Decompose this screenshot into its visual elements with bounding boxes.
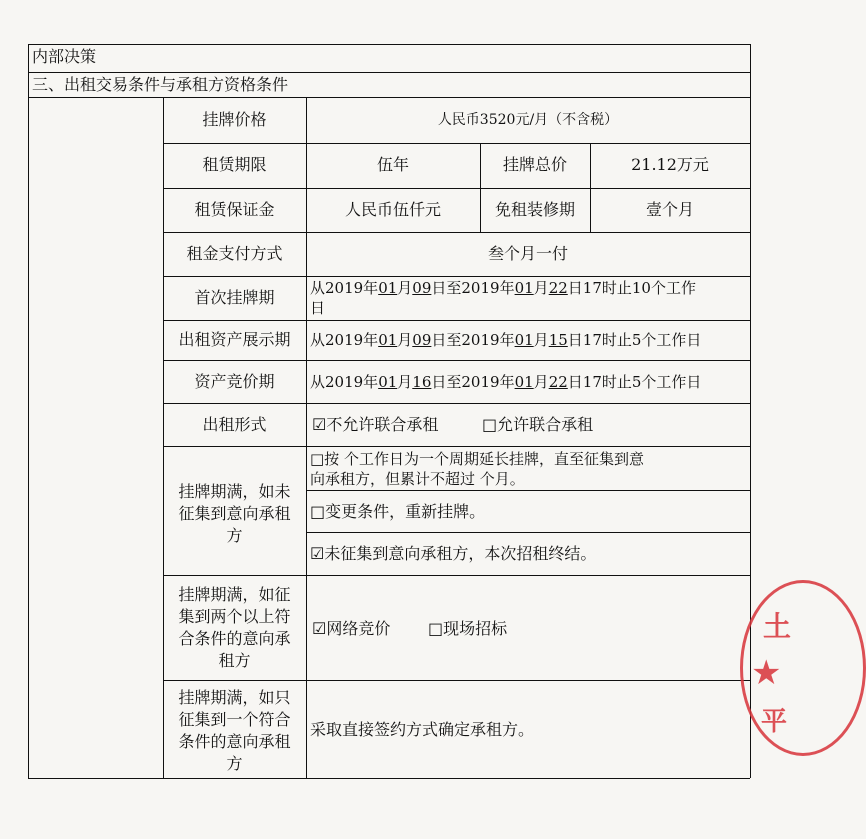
checkbox-no-joint-lease[interactable]: ☑不允许联合承租 <box>312 415 439 434</box>
label-bidding-period: 资产竞价期 <box>194 372 275 391</box>
rule <box>163 403 750 404</box>
value-listing-price: 人民币3520元/月（不含税） <box>437 112 619 128</box>
red-seal-stamp: 土 ★ 平 <box>740 580 866 756</box>
value-direct-signing: 采取直接签约方式确定承租方。 <box>310 720 535 739</box>
value-total-price: 21.12万元 <box>631 155 709 174</box>
section-header-internal-decision: 内部决策 <box>32 47 97 66</box>
value-deposit: 人民币伍仟元 <box>344 200 441 219</box>
label-multi-lessee: 合条件的意向承 <box>178 629 291 648</box>
rule <box>28 72 750 73</box>
label-lease-form: 出租形式 <box>202 415 267 434</box>
value-first-listing-period: 从2019年01月09日至2019年01月22日17时止10个工作 <box>310 279 696 297</box>
checkbox-allow-joint-lease[interactable]: □允许联合承租 <box>482 415 594 434</box>
section-title: 三、出租交易条件与承租方资格条件 <box>32 75 289 94</box>
checkbox-change-conditions[interactable]: □变更条件，重新挂牌。 <box>310 502 486 521</box>
value-display-period: 从2019年01月09日至2019年01月15日17时止5个工作日 <box>310 331 702 349</box>
checkbox-terminate[interactable]: ☑未征集到意向承租方，本次招租终结。 <box>310 544 597 563</box>
checkbox-extend-listing[interactable]: □按 个工作日为一个周期延长挂牌，直至征集到意 <box>310 450 644 468</box>
checkbox-online-bidding[interactable]: ☑网络竞价 <box>312 619 391 638</box>
label-single-lessee: 征集到一个符合 <box>178 710 291 729</box>
label-single-lessee: 条件的意向承租 <box>178 732 291 751</box>
rule <box>163 680 750 681</box>
label-single-lessee: 挂牌期满，如只 <box>178 688 291 707</box>
label-multi-lessee: 集到两个以上符 <box>178 607 291 626</box>
label-display-period: 出租资产展示期 <box>178 330 291 349</box>
label-payment-method: 租金支付方式 <box>186 244 283 263</box>
rule <box>163 188 750 189</box>
checkbox-extend-listing-cont: 向承租方，但累计不超过 个月。 <box>310 470 525 488</box>
value-rent-free-period: 壹个月 <box>645 200 694 219</box>
rule <box>163 276 750 277</box>
label-no-lessee: 方 <box>226 526 243 545</box>
rule <box>306 490 750 491</box>
label-multi-lessee: 挂牌期满，如征 <box>178 585 291 604</box>
label-no-lessee: 征集到意向承租 <box>178 504 291 523</box>
rule <box>163 143 750 144</box>
label-multi-lessee: 租方 <box>218 651 251 670</box>
rule <box>28 97 750 98</box>
value-lease-term: 伍年 <box>376 155 409 174</box>
rule <box>163 360 750 361</box>
checkbox-onsite-tender[interactable]: □现场招标 <box>428 619 508 638</box>
label-rent-free-period: 免租装修期 <box>494 200 575 219</box>
label-listing-price: 挂牌价格 <box>202 110 267 129</box>
value-payment-method: 叁个月一付 <box>487 244 568 263</box>
label-first-listing-period: 首次挂牌期 <box>194 288 275 307</box>
label-single-lessee: 方 <box>226 754 243 773</box>
label-lease-term: 租赁期限 <box>202 155 267 174</box>
rule <box>163 575 750 576</box>
value-first-listing-period-wrap: 日 <box>310 299 326 317</box>
rule <box>28 44 750 45</box>
rule <box>163 446 750 447</box>
rule <box>163 320 750 321</box>
label-no-lessee: 挂牌期满，如未 <box>178 482 291 501</box>
rule <box>28 778 750 779</box>
label-deposit: 租赁保证金 <box>194 200 275 219</box>
rule <box>306 532 750 533</box>
rule <box>163 232 750 233</box>
star-icon: ★ <box>751 653 782 693</box>
value-bidding-period: 从2019年01月16日至2019年01月22日17时止5个工作日 <box>310 373 702 391</box>
rule <box>28 44 29 778</box>
label-total-price: 挂牌总价 <box>502 155 567 174</box>
